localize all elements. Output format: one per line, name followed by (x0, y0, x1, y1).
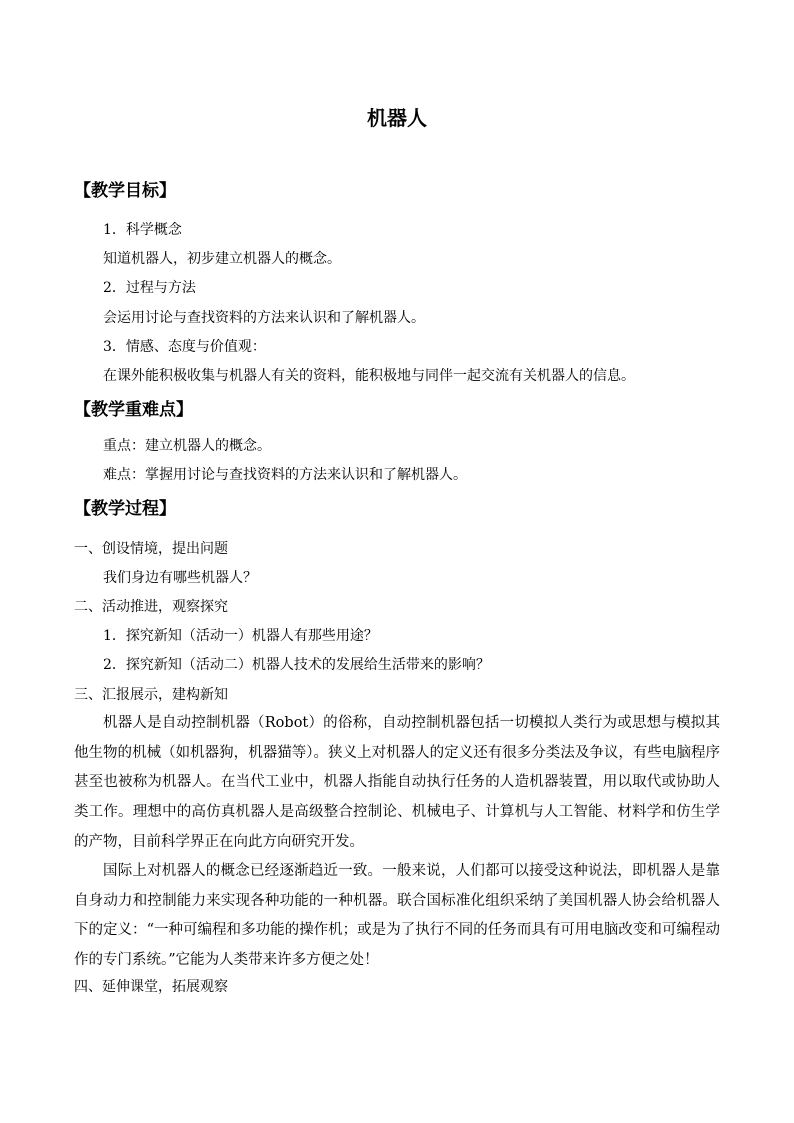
body-paragraph: 机器人是自动控制机器（Robot）的俗称，自动控制机器包括一切模拟人类行为或思想与模拟其他生物的机械（如机器狗，机器猫等）。狭义上对机器人的定义还有很多分类法及争议，有些电脑程序甚至也被称为机器人。在当代工业中，机器人指能自动执行任务的人造机器装置，用以取代或协助人类工作。理想中的高仿真机器人是高级整合控制论、机械电子、计算机与人工智能、材料学和仿生学的产物，目前科学界正在向此方向研究开发。 (74, 715, 720, 850)
objective-item: 1．科学概念 (103, 222, 182, 238)
objective-item: 3．情感、态度与价值观： (103, 339, 266, 355)
body-paragraph: 国际上对机器人的概念已经逐渐趋近一致。一般来说，人们都可以接受这种说法，即机器人是靠自身动力和控制能力来实现各种功能的一种机器。联合国标准化组织采纳了美国机器人协会给机器人下的定义：“一种可编程和多功能的操作机；或是为了执行不同的任务而具有可用电脑改变和可编程动作的专门系统。”它能为人类带来许多方便之处！ (74, 863, 720, 969)
key-point-item: 重点：建立机器人的概念。 (103, 438, 271, 454)
process-step-title: 三、汇报展示，建构新知 (74, 687, 228, 703)
process-step-title: 四、延伸课堂，拓展观察 (74, 979, 228, 995)
objective-item: 2．过程与方法 (103, 280, 196, 296)
section-heading-process: 【教学过程】 (74, 499, 176, 519)
process-step-title: 二、活动推进，观察探究 (74, 599, 228, 615)
objective-item: 知道机器人，初步建立机器人的概念。 (103, 251, 341, 267)
process-step-line: 我们身边有哪些机器人？ (103, 570, 257, 586)
page-title: 机器人 (367, 106, 427, 130)
objective-item: 在课外能积极收集与机器人有关的资料，能积极地与同伴一起交流有关机器人的信息。 (103, 368, 635, 384)
objective-item: 会运用讨论与查找资料的方法来认识和了解机器人。 (103, 310, 425, 326)
process-step-title: 一、创设情境，提出问题 (74, 541, 228, 557)
section-heading-objectives: 【教学目标】 (74, 181, 176, 201)
key-point-item: 难点：掌握用讨论与查找资料的方法来认识和了解机器人。 (103, 467, 467, 483)
section-heading-key-points: 【教学重难点】 (74, 400, 193, 420)
process-step-line: 2．探究新知（活动二）机器人技术的发展给生活带来的影响？ (103, 657, 490, 673)
process-step-line: 1．探究新知（活动一）机器人有那些用途？ (103, 628, 378, 644)
